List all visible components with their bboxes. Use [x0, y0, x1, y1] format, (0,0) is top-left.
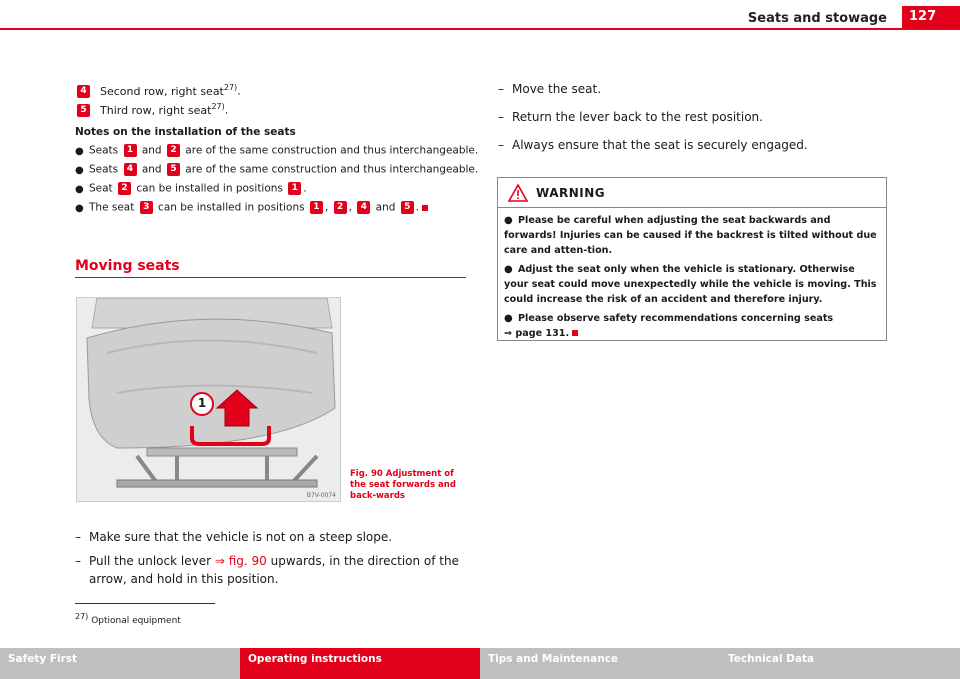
seat-badge: 2 [167, 144, 180, 157]
warning-body [498, 208, 886, 341]
position-line [75, 78, 470, 97]
figure-code: B7V-0074 [306, 492, 336, 499]
seat-badge: 2 [334, 201, 347, 214]
bullet-icon: ● [75, 145, 84, 157]
footnote-rule [75, 603, 215, 604]
warning-text: Please be careful when adjusting the seat backwards and forwards! Injuries can be caused if the backrest is tilted without due care and atten-tion. [504, 215, 877, 256]
step-text: Return the lever back to the rest position. [512, 110, 763, 124]
end-marker-icon [422, 205, 428, 211]
figure-callout: 1 [197, 396, 207, 410]
header-rule [0, 28, 960, 30]
warning-item: ● Adjust the seat only when the vehicle is stationary. Otherwise your seat could move unexpectedly while the vehicle is moving. This could increase the risk of an accident and therefore injury. [504, 264, 877, 305]
warning-box [497, 177, 887, 341]
step-text-post: upwards, in the direction of the arrow, and hold in this position. [89, 554, 459, 586]
page-number: 127 [902, 6, 960, 28]
bullet-icon: ● [75, 164, 84, 176]
seat-badge: 3 [140, 201, 153, 214]
seat-illustration [77, 298, 341, 502]
note-text: Seats [89, 144, 119, 157]
step-text: Make sure that the vehicle is not on a steep slope. [89, 530, 393, 544]
warning-text: Please observe safety recommendations concerning seats [518, 313, 834, 324]
note-text: Seats [89, 163, 119, 176]
notes-title: Notes on the installation of the seats [75, 126, 296, 138]
footer-nav [0, 648, 960, 679]
position-suffix: . [237, 84, 241, 98]
seat-badge: 5 [167, 163, 180, 176]
note-text: can be installed in positions [158, 201, 305, 214]
footnote [75, 612, 181, 626]
seat-badge: 4 [357, 201, 370, 214]
note-text: Seat [89, 182, 113, 195]
step-text: Always ensure that the seat is securely engaged. [512, 138, 808, 152]
note-text: , [348, 201, 352, 214]
warning-title: WARNING [536, 185, 606, 200]
position-text: Second row, right seat [100, 84, 224, 98]
steps-left [75, 528, 470, 594]
note-text: The seat [89, 201, 135, 214]
warning-text: Adjust the seat only when the vehicle is stationary. Otherwise your seat could move unexpectedly while the vehicle is moving. This could increase the risk of an accident and therefore injury. [504, 264, 877, 305]
note-text: are of the same construction and thus interchangeable. [185, 144, 479, 157]
footnote-marker: 27) [75, 612, 89, 621]
steps-right [498, 80, 888, 164]
seat-badge: 1 [288, 182, 301, 195]
seat-badge: 1 [310, 201, 323, 214]
note-text: . [303, 182, 307, 195]
footer-tab-safety-first[interactable]: Safety First [0, 648, 240, 679]
position-badge: 4 [77, 85, 90, 98]
step-item: – Move the seat. [498, 82, 602, 96]
note-text: , [324, 201, 329, 214]
step-item: – Return the lever back to the rest position. [498, 110, 763, 124]
footer-tab-operating-instructions[interactable]: Operating instructions [240, 648, 480, 679]
section-heading: Moving seats [75, 258, 466, 278]
step-text-pre: Pull the unlock lever [89, 554, 212, 568]
footer-tab-technical-data[interactable]: Technical Data [720, 648, 960, 679]
footnote-ref: 27) [223, 83, 238, 92]
figure-caption: Fig. 90 Adjustment of the seat forwards and back-wards [350, 469, 456, 501]
footnote-text: Optional equipment [91, 616, 181, 626]
note-text: are of the same construction and thus interchangeable. [185, 163, 479, 176]
position-text: Third row, right seat [100, 103, 212, 117]
seat-badge: 1 [124, 144, 137, 157]
step-text [89, 552, 470, 588]
note-text: and [141, 144, 162, 157]
figure-ref-link[interactable]: fig. 90 [228, 554, 267, 568]
note-item [75, 201, 470, 214]
warning-item: ● Please be careful when adjusting the seat backwards and forwards! Injuries can be caused if the backrest is tilted without due care and atten-tion. [504, 215, 877, 256]
note-text: and [141, 163, 162, 176]
note-text: . [415, 201, 420, 214]
step-item: – Always ensure that the seat is securely engaged. [498, 138, 808, 152]
step-item: – Make sure that the vehicle is not on a steep slope. [75, 530, 393, 544]
note-item [75, 163, 479, 176]
note-text: and [375, 201, 396, 214]
footnote-ref: 27) [211, 102, 225, 111]
position-suffix: . [224, 103, 229, 117]
seat-badge: 4 [124, 163, 137, 176]
warning-icon [508, 184, 528, 202]
seat-badge: 5 [401, 201, 414, 214]
warning-header [498, 178, 886, 208]
seat-badge: 2 [118, 182, 131, 195]
note-item [75, 144, 479, 157]
step-text: Move the seat. [512, 82, 602, 96]
bullet-icon: ● [75, 202, 84, 214]
position-line [75, 97, 470, 116]
end-marker-icon [572, 330, 578, 336]
footer-tab-tips-maintenance[interactable]: Tips and Maintenance [480, 648, 720, 679]
seat-figure [76, 297, 341, 502]
position-badge: 5 [77, 104, 90, 117]
page-ref-link[interactable]: ⇒ page 131. [504, 328, 570, 339]
bullet-icon: ● [75, 183, 84, 195]
note-text: can be installed in positions [136, 182, 283, 195]
figure-ref-arrow: ⇒ [214, 554, 225, 568]
note-item [75, 182, 470, 195]
left-column [75, 78, 479, 214]
warning-item: ● Please observe safety recommendations concerning seats ⇒ page 131. [504, 313, 834, 339]
step-item: – Pull the unlock lever ⇒ fig. 90 upwards, in the direction of the arrow, and hold in this position. [75, 552, 470, 588]
page-header-title: Seats and stowage [747, 11, 887, 26]
